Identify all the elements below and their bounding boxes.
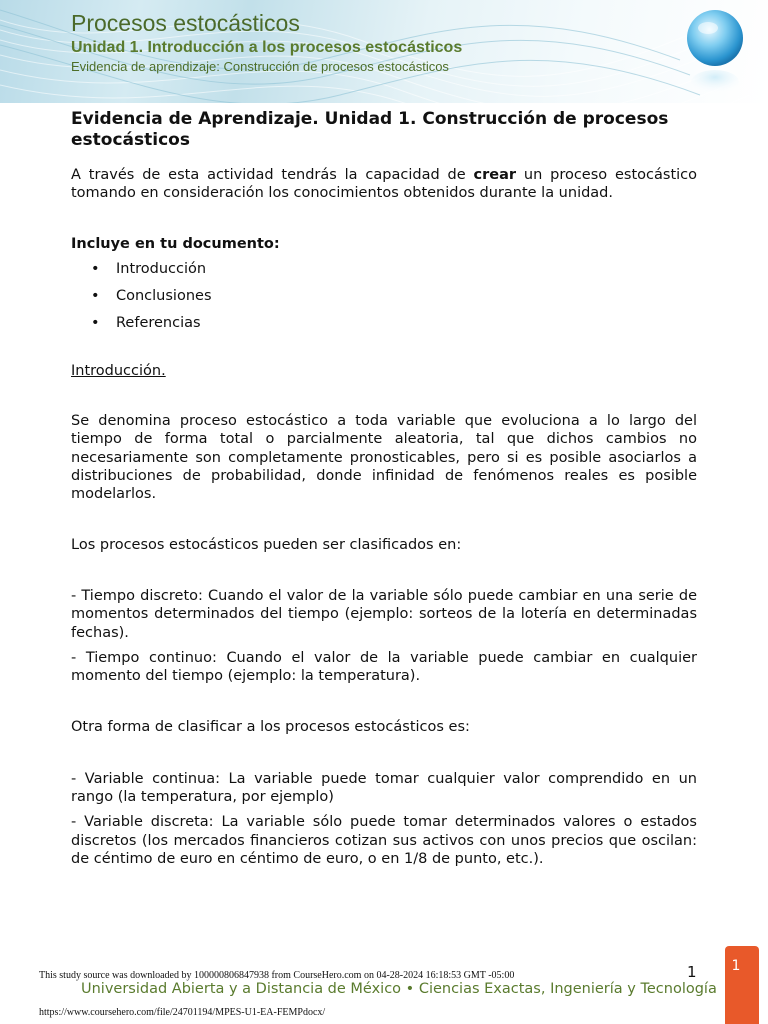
intro-bold-word: crear bbox=[473, 167, 517, 183]
intro-paragraph bbox=[71, 166, 697, 203]
bullet-icon: • bbox=[91, 287, 100, 304]
download-note: This study source was downloaded by 100000806847938 from CourseHero.com on 04-28-2024 16:18:53 GMT -05:00 bbox=[39, 970, 515, 981]
list-item bbox=[71, 287, 697, 314]
activity-subtitle: Evidencia de aprendizaje: Construcción de procesos estocásticos bbox=[71, 59, 449, 74]
section-heading-introduccion: Introducción. bbox=[71, 362, 166, 379]
unit-title: Unidad 1. Introducción a los procesos estocásticos bbox=[71, 39, 463, 56]
document-title: Evidencia de Aprendizaje. Unidad 1. Construcción de procesos estocásticos bbox=[71, 109, 669, 150]
list-item-label: Introducción bbox=[116, 260, 207, 277]
bullet-icon: • bbox=[91, 260, 100, 277]
includes-heading: Incluye en tu documento: bbox=[71, 235, 280, 252]
page-tab-label: 1 bbox=[731, 958, 741, 974]
page-tab bbox=[725, 946, 759, 1024]
document-body bbox=[71, 109, 697, 868]
page-number: 1 bbox=[687, 963, 697, 981]
institution-footer: Universidad Abierta y a Distancia de México • Ciencias Exactas, Ingeniería y Tecnología bbox=[81, 981, 717, 997]
list-item bbox=[71, 260, 697, 287]
list-item-label: Conclusiones bbox=[116, 287, 212, 304]
list-item-label: Referencias bbox=[116, 314, 201, 331]
paragraph-discrete-time: - Tiempo discreto: Cuando el valor de la variable sólo puede cambiar en una serie de momentos determinados del tiempo (ejemplo: sorteos de la lotería en determinadas fechas). bbox=[71, 587, 697, 641]
list-item bbox=[71, 314, 697, 341]
paragraph-continuous-variable: - Variable continua: La variable puede tomar cualquier valor comprendido en un rango (la temperatura, por ejemplo) bbox=[71, 770, 697, 806]
header-banner bbox=[0, 0, 768, 103]
includes-list bbox=[71, 260, 697, 341]
paragraph-classification-intro: Los procesos estocásticos pueden ser clasificados en: bbox=[71, 536, 462, 553]
source-url-link[interactable]: https://www.coursehero.com/file/24701194/MPES-U1-EA-FEMPdocx/ bbox=[39, 1007, 326, 1018]
course-title: Procesos estocásticos bbox=[71, 10, 300, 36]
paragraph-definition: Se denomina proceso estocástico a toda variable que evoluciona a lo largo del tiempo de forma total o parcialmente aleatoria, tal que dichos cambios no necesariamente son completamente pronosticables, pero si es posible asociarlos a distribuciones de probabilidad, donde infinidad de fenómenos reales es posible modelarlos. bbox=[71, 413, 697, 503]
paragraph-continuous-time: - Tiempo continuo: Cuando el valor de la variable puede cambiar en cualquier momento del tiempo (ejemplo: la temperatura). bbox=[71, 649, 697, 685]
paragraph-other-classification: Otra forma de clasificar a los procesos estocásticos es: bbox=[71, 719, 470, 736]
intro-text-end: un proceso estocástico tomando en consideración los conocimientos obtenidos durante la unidad. bbox=[71, 167, 697, 202]
intro-text-start: A través de esta actividad tendrás la capacidad de bbox=[71, 167, 474, 183]
globe-icon bbox=[680, 6, 750, 96]
paragraph-discrete-variable: - Variable discreta: La variable sólo puede tomar determinados valores o estados discretos (los mercados financieros cotizan sus activos con unos precios que oscilan: de céntimo de euro en céntimo de euro, o en 1/8 de punto, etc.). bbox=[71, 814, 697, 867]
bullet-icon: • bbox=[91, 314, 100, 331]
